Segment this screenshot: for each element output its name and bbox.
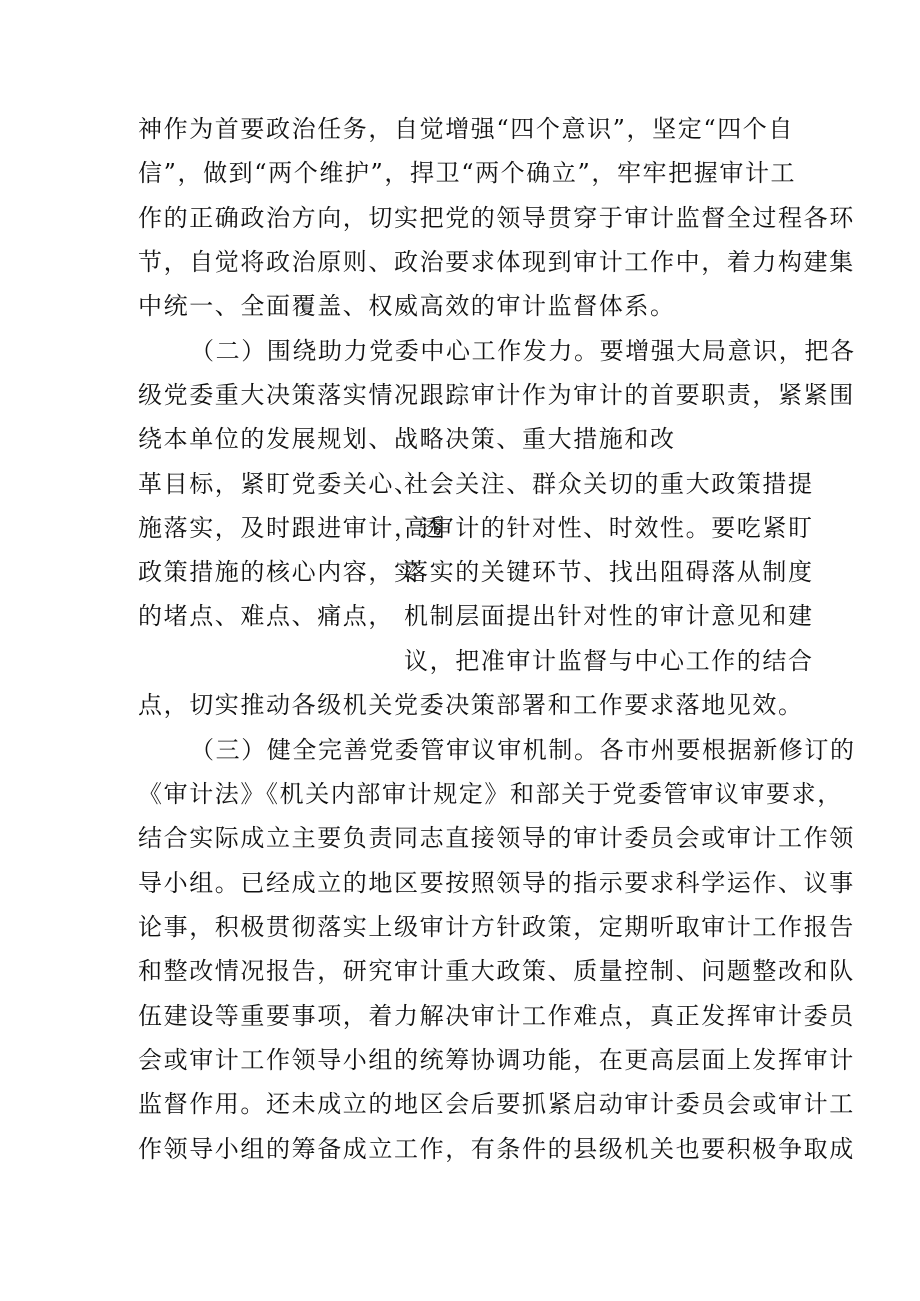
text-line-right-column: 社会关注、群众关切的重大政策措提 [404, 470, 814, 498]
text-line: 绕本单位的发展规划、战略决策、重大措施和改 [138, 425, 676, 453]
text-line: 《审计法》《机关内部审计规定》和部关于党委管审议审要求， [138, 780, 843, 808]
text-line-left-column: 施落实，及时跟进审计，透 [138, 514, 446, 542]
text-line: 神作为首要政治任务，自觉增强“四个意识”，坚定“四个自 [138, 115, 795, 143]
text-line: 节，自觉将政治原则、政治要求体现到审计工作中，着力构建集 [138, 248, 855, 276]
paragraph-heading-3: （三）健全完善党委管审议审机制。各市州要根据新修订的 [190, 736, 856, 764]
text-line: 监督作用。还未成立的地区会后要抓紧启动审计委员会或审计工 [138, 1090, 855, 1118]
text-line: 作领导小组的筹备成立工作，有条件的县级机关也要积极争取成 [138, 1135, 855, 1163]
paragraph-heading-2: （二）围绕助力党委中心工作发力。要增强大局意识，把各 [190, 337, 856, 365]
text-line-right-column: 议，把准审计监督与中心工作的结合 [404, 647, 814, 675]
text-line-left-column: 政策措施的核心内容，实 [138, 558, 420, 586]
text-line: 作的正确政治方向，切实把党的领导贯穿于审计监督全过程各环 [138, 204, 855, 232]
text-line-left-column: 革目标，紧盯党委关心、 [138, 470, 420, 498]
text-line-right-column: 高审计的针对性、时效性。要吃紧盯 [404, 514, 814, 542]
text-line: 结合实际成立主要负责同志直接领导的审计委员会或审计工作领 [138, 824, 855, 852]
text-line: 点，切实推动各级机关党委决策部署和工作要求落地见效。 [138, 691, 804, 719]
text-line: 论事，积极贯彻落实上级审计方针政策，定期听取审计工作报告 [138, 913, 855, 941]
text-line-right-column: 机制层面提出针对性的审计意见和建 [404, 602, 814, 630]
text-line: 级党委重大决策落实情况跟踪审计作为审计的首要职责，紧紧围 [138, 381, 855, 409]
text-line: 伍建设等重要事项，着力解决审计工作难点，真正发挥审计委员 [138, 1002, 855, 1030]
text-line: 中统一、全面覆盖、权威高效的审计监督体系。 [138, 292, 676, 320]
text-line-left-column: 的堵点、难点、痛点， [138, 602, 394, 630]
text-line: 和整改情况报告，研究审计重大政策、质量控制、问题整改和队 [138, 957, 855, 985]
text-line: 导小组。已经成立的地区要按照领导的指示要求科学运作、议事 [138, 869, 855, 897]
text-line-right-column: 落实的关键环节、找出阻碍落从制度 [404, 558, 814, 586]
text-line: 信”，做到“两个维护”，捍卫“两个确立”，牢牢把握审计工 [138, 159, 797, 187]
text-line: 会或审计工作领导小组的统筹协调功能，在更高层面上发挥审计 [138, 1046, 855, 1074]
